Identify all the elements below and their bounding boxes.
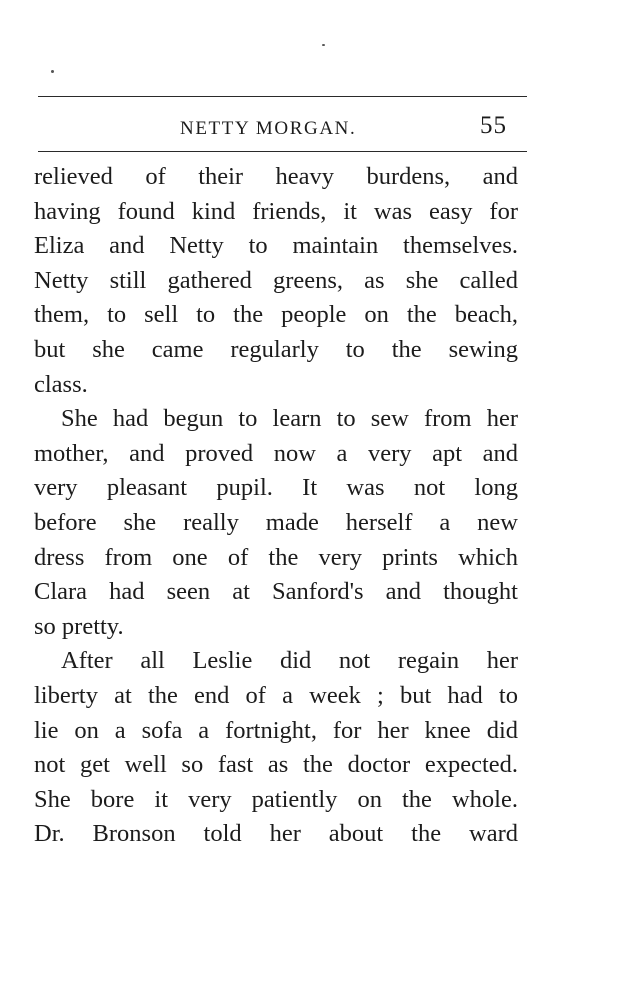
- page-number: 55: [480, 112, 507, 139]
- running-title: NETTY MORGAN.: [180, 118, 357, 139]
- paragraph-first-line: She had begun to learn to sew from her: [61, 405, 518, 433]
- text-line: relieved of their heavy burdens, and: [34, 163, 518, 190]
- text-line: Netty still gathered greens, as she called: [34, 266, 518, 294]
- header-top-rule: [38, 96, 527, 97]
- ink-speck: [51, 70, 54, 73]
- text-line: Clara had seen at Sanford's and thought: [34, 578, 518, 606]
- text-line: very pleasant pupil. It was not long: [34, 474, 518, 502]
- body-text: [34, 160, 518, 852]
- text-line: class.: [34, 370, 88, 398]
- text-line: She bore it very patiently on the whole.: [34, 785, 518, 813]
- ink-speck: [322, 44, 325, 46]
- text-line: lie on a sofa a fortnight, for her knee did: [34, 716, 518, 744]
- text-line: liberty at the end of a week ; but had to: [34, 681, 518, 709]
- text-line: mother, and proved now a very apt and: [34, 439, 518, 467]
- running-header: [0, 112, 620, 146]
- text-line: dress from one of the very prints which: [34, 543, 518, 571]
- text-line: Eliza and Netty to maintain themselves.: [34, 232, 518, 260]
- text-line: not get well so fast as the doctor expected.: [34, 751, 518, 779]
- text-line: having found kind friends, it was easy for: [34, 197, 518, 225]
- header-bottom-rule: [38, 151, 527, 152]
- paragraph-first-line: After all Leslie did not regain her: [61, 647, 518, 675]
- text-line: before she really made herself a new: [34, 508, 518, 536]
- text-line: them, to sell to the people on the beach,: [34, 301, 518, 329]
- text-line: Dr. Bronson told her about the ward: [34, 820, 518, 848]
- text-line: so pretty.: [34, 612, 124, 640]
- text-line: but she came regularly to the sewing: [34, 335, 518, 363]
